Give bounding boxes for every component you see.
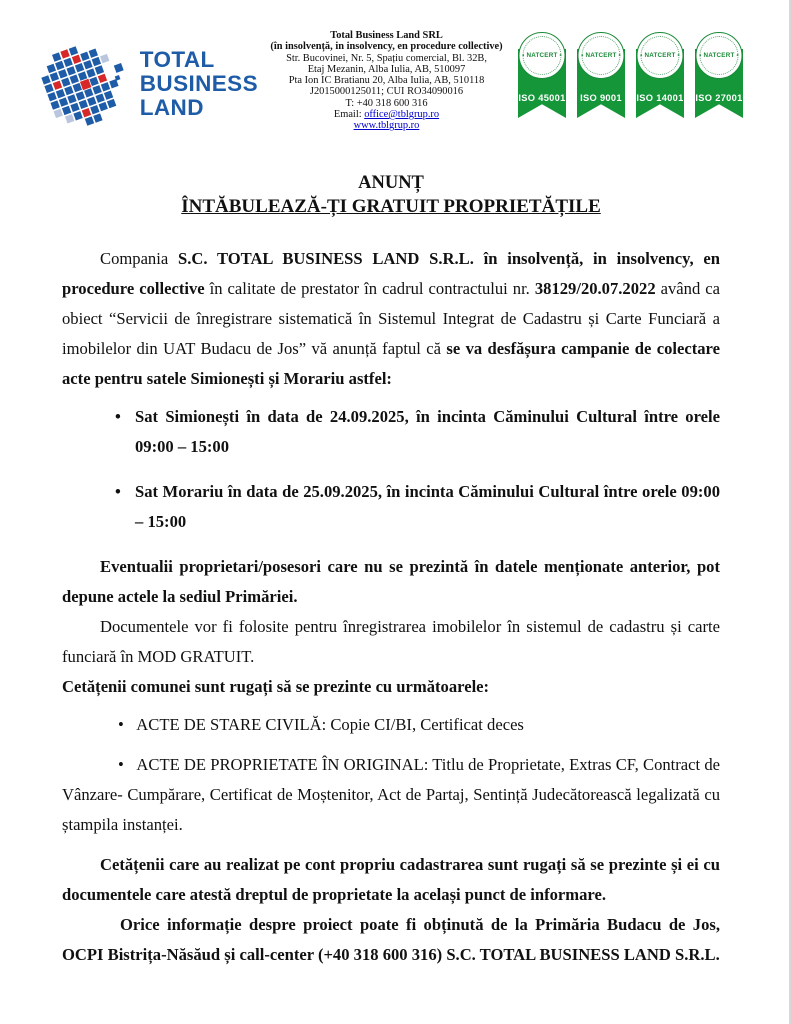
paragraph-cetatenii-comunei: Cetățenii comunei sunt rugați să se prezinte cu următoarele: bbox=[62, 677, 490, 696]
list-item-morariu bbox=[62, 477, 720, 537]
iso-badge-45001 bbox=[515, 32, 569, 120]
bullet-icon bbox=[115, 402, 121, 432]
bullet-icon bbox=[115, 477, 121, 507]
company-address-2: Etaj Mezanin, Alba Iulia, AB, 510097 bbox=[307, 63, 466, 75]
seal-text: • NATCERT • bbox=[699, 52, 739, 59]
list-item-text: Sat Morariu în data de 25.09.2025, în incinta Căminului Cultural între orele 09:00 – 15:00 bbox=[135, 482, 720, 531]
paragraph-eventualii: Eventualii proprietari/posesori care nu se prezintă în datele menționate anterior, pot depune actele la sediul Primăriei. bbox=[62, 557, 720, 606]
announcement-title bbox=[62, 172, 720, 218]
letterhead bbox=[40, 26, 746, 132]
iso-badge-14001 bbox=[633, 32, 687, 120]
iso-certification-badges bbox=[515, 26, 746, 120]
email-link[interactable]: office@tblgrup.ro bbox=[364, 109, 440, 121]
list-item-text: ACTE DE STARE CIVILĂ: Copie CI/BI, Certificat deces bbox=[136, 715, 524, 734]
iso-badge-label: ISO 27001 bbox=[695, 93, 743, 103]
list-item-acte-proprietate bbox=[62, 750, 720, 840]
company-status: (în insolvență, in insolvency, en procedure collective) bbox=[270, 41, 503, 53]
website-link[interactable]: www.tblgrup.ro bbox=[353, 120, 420, 132]
company-logo bbox=[40, 26, 258, 132]
logo-line-1: TOTAL bbox=[139, 47, 215, 72]
list-item-text: Sat Simionești în data de 24.09.2025, în incinta Căminului Cultural între orele 09:00 – 15:00 bbox=[135, 407, 720, 456]
company-name: Total Business Land SRL bbox=[330, 30, 443, 41]
paragraph-intro bbox=[62, 244, 720, 394]
title-line-2: ÎNTĂBULEAZĂ-ȚI GRATUIT PROPRIETĂȚILE bbox=[181, 196, 601, 217]
logo-line-2: BUSINESS bbox=[139, 71, 258, 96]
para1-seg5: având ca obiect “Servicii de înregistrare sistematică în Sistemul Integrat de Cadastru și Carte Funciară a imobilelor din UAT Budacu de Jos” vă anunță faptul că bbox=[62, 279, 720, 358]
company-email-line bbox=[258, 109, 515, 120]
para1-seg4: 38129/20.07.2022 bbox=[534, 279, 656, 298]
natcert-seal-icon bbox=[519, 32, 566, 79]
announcement-body bbox=[62, 244, 720, 970]
list-item-simionesti bbox=[62, 402, 720, 462]
iso-badge-label: ISO 9001 bbox=[580, 93, 622, 103]
globe-logo-icon bbox=[40, 36, 136, 132]
iso-badge-label: ISO 14001 bbox=[636, 93, 684, 103]
email-label: Email: bbox=[333, 109, 365, 121]
para1-seg2: S.C. TOTAL BUSINESS LAND S.R.L. în insolvență, in insolvency, en procedure collective bbox=[62, 249, 720, 298]
paragraph-contact-info: Orice informație despre proiect poate fi obținută de la Primăria Budacu de Jos, OCPI Bistrița-Năsăud și call-center (+40 318 600 316) S.C. TOTAL BUSINESS LAND S.R.L. bbox=[62, 915, 720, 964]
company-phone: T: +40 318 600 316 bbox=[345, 97, 428, 109]
list-item-acte-stare-civila bbox=[62, 710, 720, 740]
iso-badge-27001 bbox=[692, 32, 746, 120]
bullet-icon bbox=[118, 755, 136, 774]
company-address-1: Str. Bucovinei, Nr. 5, Spațiu comercial, Bl. 32B, bbox=[286, 52, 487, 64]
company-website-line bbox=[258, 120, 515, 131]
para1-seg1: Compania bbox=[100, 249, 178, 268]
company-info bbox=[258, 26, 515, 132]
company-registration: J2015000125011; CUI RO34090016 bbox=[309, 86, 464, 98]
seal-text: • NATCERT • bbox=[581, 52, 621, 59]
bullet-icon bbox=[118, 715, 136, 734]
iso-badge-9001 bbox=[574, 32, 628, 120]
para1-seg6: se va desfășura campanie de colectare acte pentru satele Simionești și Morariu astfel: bbox=[62, 339, 720, 388]
paragraph-cadastrare-proprie: Cetățenii care au realizat pe cont propriu cadastrarea sunt rugați să se prezinte și ei cu documentele care atestă dreptul de proprietate la același punct de informare. bbox=[62, 855, 720, 904]
seal-text: • NATCERT • bbox=[640, 52, 680, 59]
title-line-1: ANUNȚ bbox=[358, 173, 424, 193]
paragraph-documentele: Documentele vor fi folosite pentru înregistrarea imobilelor în sistemul de cadastru și carte funciară în MOD GRATUIT. bbox=[62, 617, 720, 666]
documents-list bbox=[62, 710, 720, 840]
iso-badge-label: ISO 45001 bbox=[518, 93, 566, 103]
natcert-seal-icon bbox=[637, 32, 684, 79]
seal-text: • NATCERT • bbox=[522, 52, 562, 59]
natcert-seal-icon bbox=[578, 32, 625, 79]
logo-wordmark bbox=[140, 48, 258, 120]
para1-seg3: în calitate de prestator în cadrul contractului nr. bbox=[204, 279, 535, 298]
logo-line-3: LAND bbox=[139, 95, 204, 120]
natcert-seal-icon bbox=[696, 32, 743, 79]
schedule-list bbox=[62, 402, 720, 537]
list-item-text: ACTE DE PROPRIETATE ÎN ORIGINAL: Titlu de Proprietate, Extras CF, Contract de Vânzare- Cumpărare, Certificat de Moștenitor, Act de Partaj, Sentință Judecătorească legalizată cu ștampila instanței. bbox=[62, 755, 720, 834]
company-address-3: Pta Ion IC Bratianu 20, Alba Iulia, AB, 510118 bbox=[288, 75, 485, 87]
